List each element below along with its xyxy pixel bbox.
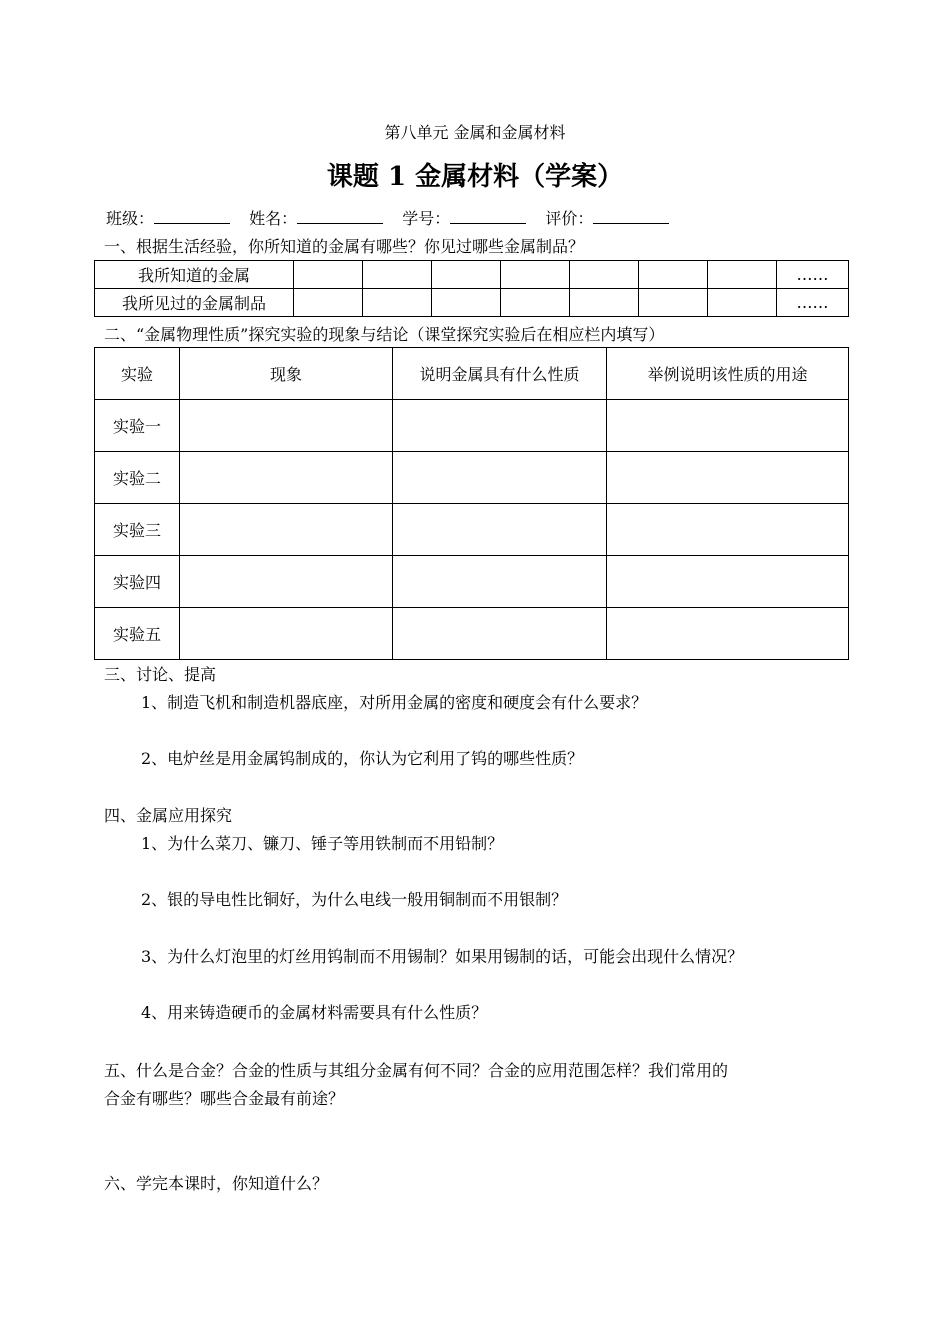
row-label: 我所知道的金属 — [95, 261, 294, 289]
header-experiment: 实验 — [95, 348, 180, 400]
class-blank[interactable] — [154, 209, 230, 224]
answer-cell[interactable] — [501, 261, 570, 289]
answer-cell[interactable] — [607, 504, 849, 556]
eval-blank[interactable] — [593, 209, 669, 224]
eval-label: 评价： — [545, 209, 594, 228]
experiment-label: 实验二 — [95, 452, 180, 504]
table-row — [95, 261, 849, 289]
unit-title: 第八单元 金属和金属材料 — [384, 123, 566, 142]
answer-cell[interactable] — [501, 289, 570, 317]
section2-heading: 二、“金属物理性质”探究实验的现象与结论（课堂探究实验后在相应栏内填写） — [104, 325, 665, 344]
section3-question-1: 1、制造飞机和制造机器底座，对所用金属的密度和硬度会有什么要求？ — [141, 693, 648, 712]
experiment-label: 实验一 — [95, 400, 180, 452]
table-row — [95, 289, 849, 317]
answer-cell[interactable] — [294, 289, 363, 317]
section4-heading: 四、金属应用探究 — [104, 806, 233, 825]
ellipsis-cell: …… — [777, 261, 849, 289]
id-label: 学号： — [402, 209, 451, 228]
table-row — [95, 608, 849, 660]
class-label: 班级： — [106, 209, 155, 228]
section5-line-2: 合金有哪些？哪些合金最有前途？ — [104, 1089, 345, 1108]
section4-question-1: 1、为什么菜刀、镰刀、锤子等用铁制而不用铅制？ — [141, 834, 504, 853]
answer-cell[interactable] — [393, 504, 607, 556]
answer-cell[interactable] — [180, 400, 393, 452]
answer-cell[interactable] — [708, 261, 777, 289]
experiment-label: 实验五 — [95, 608, 180, 660]
section3-question-2: 2、电炉丝是用金属钨制成的，你认为它利用了钨的哪些性质？ — [141, 749, 584, 768]
answer-cell[interactable] — [607, 556, 849, 608]
section5-line-1: 五、什么是合金？合金的性质与其组分金属有何不同？合金的应用范围怎样？我们常用的 — [104, 1061, 729, 1080]
table-row — [95, 452, 849, 504]
id-blank[interactable] — [450, 209, 526, 224]
section3-heading: 三、讨论、提高 — [104, 665, 217, 684]
header-property: 说明金属具有什么性质 — [393, 348, 607, 400]
table-row — [95, 504, 849, 556]
answer-cell[interactable] — [639, 289, 708, 317]
answer-cell[interactable] — [607, 452, 849, 504]
answer-cell[interactable] — [393, 452, 607, 504]
answer-cell[interactable] — [363, 261, 432, 289]
answer-cell[interactable] — [393, 556, 607, 608]
row-label: 我所见过的金属制品 — [95, 289, 294, 317]
answer-cell[interactable] — [180, 504, 393, 556]
table-header-row — [95, 348, 849, 400]
answer-cell[interactable] — [180, 608, 393, 660]
page-title: 课题 1 金属材料（学案） — [326, 162, 624, 192]
section4-question-4: 4、用来铸造硬币的金属材料需要具有什么性质？ — [141, 1003, 488, 1022]
header-phenomenon: 现象 — [180, 348, 393, 400]
name-label: 姓名： — [249, 209, 298, 228]
section4-question-2: 2、银的导电性比铜好，为什么电线一般用铜制而不用银制？ — [141, 890, 568, 909]
section6-heading: 六、学完本课时，你知道什么？ — [104, 1174, 329, 1193]
header-usage: 举例说明该性质的用途 — [607, 348, 849, 400]
answer-cell[interactable] — [393, 608, 607, 660]
experiment-table — [94, 347, 849, 660]
answer-cell[interactable] — [180, 556, 393, 608]
name-blank[interactable] — [297, 209, 383, 224]
section4-question-3: 3、为什么灯泡里的灯丝用钨制而不用锡制？如果用锡制的话，可能会出现什么情况？ — [141, 947, 744, 966]
answer-cell[interactable] — [432, 261, 501, 289]
ellipsis-cell: …… — [777, 289, 849, 317]
answer-cell[interactable] — [708, 289, 777, 317]
experiment-label: 实验四 — [95, 556, 180, 608]
answer-cell[interactable] — [570, 261, 639, 289]
section1-heading: 一、根据生活经验，你所知道的金属有哪些？你见过哪些金属制品？ — [104, 237, 585, 256]
answer-cell[interactable] — [639, 261, 708, 289]
table-row — [95, 400, 849, 452]
answer-cell[interactable] — [607, 608, 849, 660]
answer-cell[interactable] — [607, 400, 849, 452]
table-row — [95, 556, 849, 608]
answer-cell[interactable] — [180, 452, 393, 504]
known-metals-table — [94, 260, 849, 317]
answer-cell[interactable] — [393, 400, 607, 452]
answer-cell[interactable] — [432, 289, 501, 317]
student-info-row — [106, 206, 683, 229]
answer-cell[interactable] — [363, 289, 432, 317]
answer-cell[interactable] — [294, 261, 363, 289]
answer-cell[interactable] — [570, 289, 639, 317]
experiment-label: 实验三 — [95, 504, 180, 556]
